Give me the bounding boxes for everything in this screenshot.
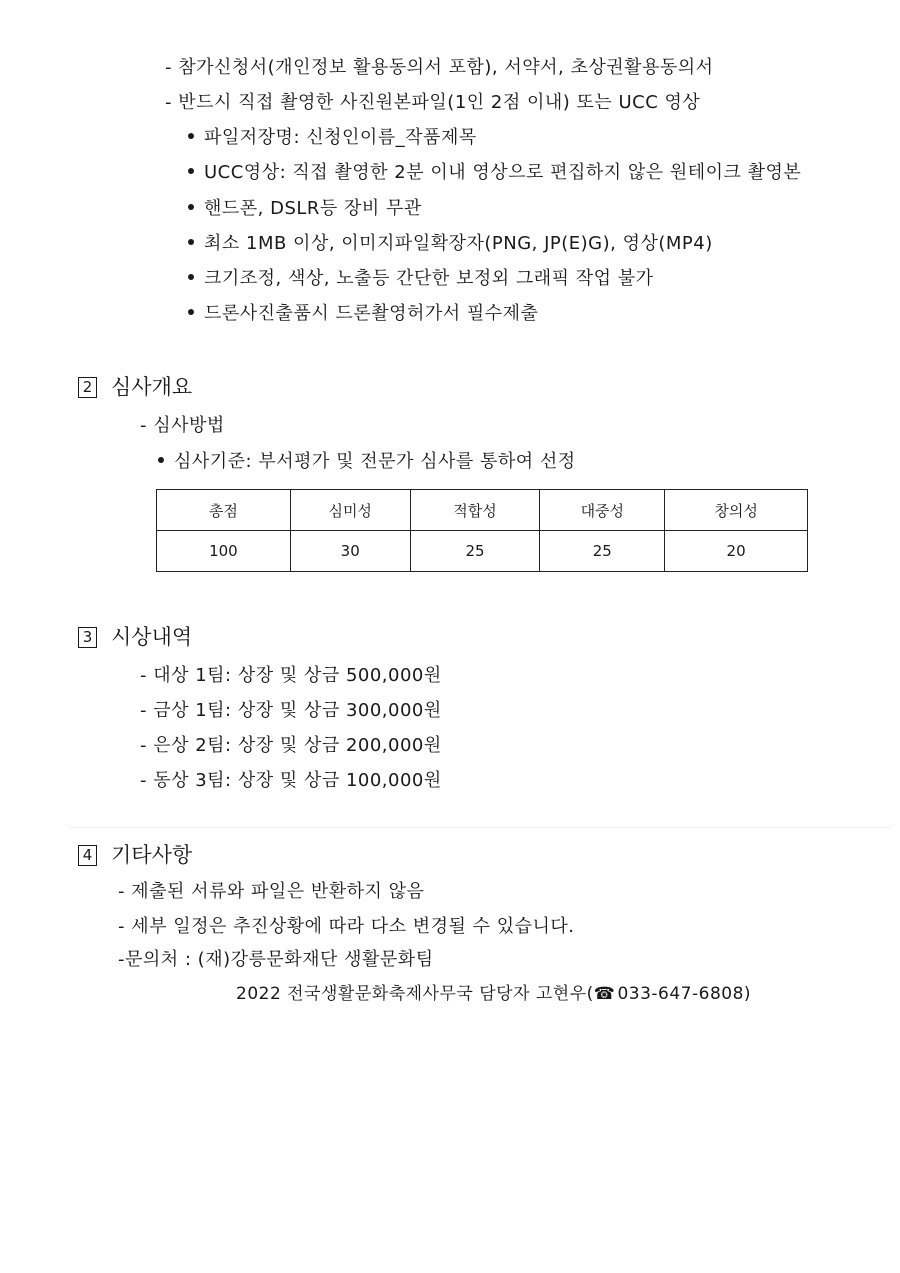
table-cell: 30 bbox=[290, 531, 410, 572]
award-item: - 금상 1팀: 상장 및 상금 300,000원 bbox=[140, 700, 442, 721]
award-item: - 대상 1팀: 상장 및 상금 500,000원 bbox=[140, 665, 442, 686]
submission-bullet: 파일저장명: 신청인이름_작품제목 bbox=[188, 125, 477, 151]
review-method: - 심사방법 bbox=[140, 415, 225, 436]
bullet-icon bbox=[188, 239, 194, 245]
section-heading-misc bbox=[78, 840, 192, 870]
table-header-cell: 심미성 bbox=[290, 490, 410, 531]
contact-phone: 033-647-6808) bbox=[617, 984, 752, 1004]
bullet-icon bbox=[188, 309, 194, 315]
table-header-row bbox=[157, 490, 808, 531]
table-header-cell: 총점 bbox=[157, 490, 291, 531]
section-number-box: 2 bbox=[78, 377, 97, 398]
submission-bullet: 최소 1MB 이상, 이미지파일확장자(PNG, JP(E)G), 영상(MP4) bbox=[188, 231, 713, 257]
submission-bullet: UCC영상: 직접 촬영한 2분 이내 영상으로 편집하지 않은 원테이크 촬영본 bbox=[188, 160, 801, 186]
table-cell: 25 bbox=[410, 531, 540, 572]
section-number-box: 3 bbox=[78, 627, 97, 648]
award-item: - 동상 3팀: 상장 및 상금 100,000원 bbox=[140, 770, 442, 791]
table-header-cell: 대중성 bbox=[540, 490, 665, 531]
submission-item: - 반드시 직접 촬영한 사진원본파일(1인 2점 이내) 또는 UCC 영상 bbox=[165, 92, 701, 113]
telephone-icon: ☎ bbox=[593, 984, 616, 1004]
submission-bullet: 핸드폰, DSLR등 장비 무관 bbox=[188, 196, 422, 222]
misc-item: -문의처 : (재)강릉문화재단 생활문화팀 bbox=[118, 949, 434, 970]
table-header-cell: 적합성 bbox=[410, 490, 540, 531]
award-item: - 은상 2팀: 상장 및 상금 200,000원 bbox=[140, 735, 442, 756]
contact-prefix: 2022 전국생활문화축제사무국 담당자 고현우( bbox=[236, 984, 594, 1004]
bullet-icon bbox=[158, 457, 164, 463]
table-row bbox=[157, 531, 808, 572]
bullet-icon bbox=[188, 133, 194, 139]
table-cell: 100 bbox=[157, 531, 291, 572]
table-cell: 25 bbox=[540, 531, 665, 572]
section-title: 기타사항 bbox=[111, 843, 193, 867]
score-table bbox=[156, 489, 808, 572]
section-heading-awards bbox=[78, 622, 192, 652]
table-header-cell: 창의성 bbox=[665, 490, 808, 531]
table-cell: 20 bbox=[665, 531, 808, 572]
divider bbox=[70, 827, 890, 828]
section-title: 시상내역 bbox=[111, 625, 193, 649]
review-criteria: 심사기준: 부서평가 및 전문가 심사를 통하여 선정 bbox=[158, 449, 576, 475]
submission-bullet: 크기조정, 색상, 노출등 간단한 보정외 그래픽 작업 불가 bbox=[188, 266, 654, 292]
contact-line bbox=[236, 981, 751, 1007]
section-number-box: 4 bbox=[78, 845, 97, 866]
bullet-icon bbox=[188, 274, 194, 280]
submission-bullet: 드론사진출품시 드론촬영허가서 필수제출 bbox=[188, 301, 538, 327]
misc-item: - 세부 일정은 추진상황에 따라 다소 변경될 수 있습니다. bbox=[118, 916, 575, 937]
bullet-icon bbox=[188, 204, 194, 210]
bullet-icon bbox=[188, 168, 194, 174]
submission-item: - 참가신청서(개인정보 활용동의서 포함), 서약서, 초상권활용동의서 bbox=[165, 57, 714, 78]
misc-item: - 제출된 서류와 파일은 반환하지 않음 bbox=[118, 881, 425, 902]
section-heading-review bbox=[78, 372, 192, 402]
section-title: 심사개요 bbox=[111, 375, 193, 399]
